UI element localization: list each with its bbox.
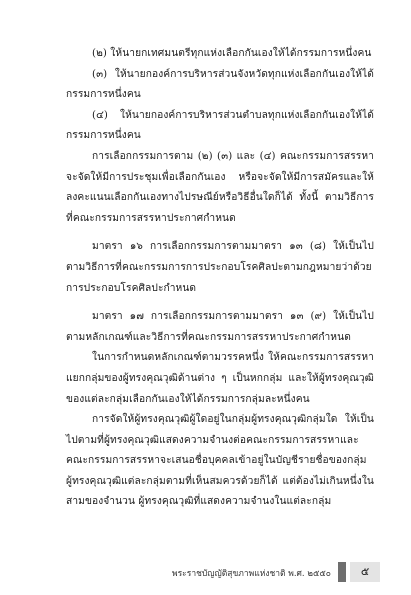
page-number: ๕ <box>350 562 380 582</box>
footer-title: พระราชบัญญัติสุขภาพแห่งชาติ พ.ศ. ๒๕๕๐ <box>172 569 331 579</box>
paragraph-grouping-criteria: ในการกำหนดหลักเกณฑ์ตามวรรคหนึ่ง ให้คณะกรรมการสรรหาแยกกลุ่มของผู้ทรงคุณวุฒิด้านต่าง ๆ เป็นหกกลุ่ม และให้ผู้ทรงคุณวุฒิของแต่ละกลุ่มเลือกกันเองให้ได้กรรมการกลุ่มละหนึ่งคน <box>66 352 374 405</box>
paragraph-3: (๓) ให้นายกองค์การบริหารส่วนจังหวัดทุกแห่งเลือกกันเองให้ได้กรรมการหนึ่งคน <box>66 68 374 101</box>
section-17: มาตรา ๑๗ การเลือกกรรมการตามมาตรา ๑๓ (๙) ให้เป็นไปตามหลักเกณฑ์และวิธีการที่คณะกรรมการสรรหาประกาศกำหนด <box>66 311 374 343</box>
paragraph-2: (๒) ให้นายกเทศมนตรีทุกแห่งเลือกกันเองให้ได้กรรมการหนึ่งคน <box>92 48 372 59</box>
paragraph-4: (๔) ให้นายกองค์การบริหารส่วนตำบลทุกแห่งเลือกกันเองให้ได้กรรมการหนึ่งคน <box>66 109 374 142</box>
section-16: มาตรา ๑๖ การเลือกกรรมการตามมาตรา ๑๓ (๘) ให้เป็นไปตามวิธีการที่คณะกรรมการการประกอบโรคศิลปะตามกฎหมายว่าด้วยการประกอบโรคศิลปะกำหนด <box>66 241 374 294</box>
paragraph-selection-method: การเลือกกรรมการตาม (๒) (๓) และ (๔) คณะกรรมการสรรหาจะจัดให้มีการประชุมเพื่อเลือกกันเอง หรือจะจัดให้มีการสมัครและให้ลงคะแนนเลือกกันเองทางไปรษณีย์หรือวิธีอื่นใดก็ได้ ทั้งนี้ ตามวิธีการที่คณะกรรมการสรรหาประกาศกำหนด <box>66 150 374 224</box>
footer-divider-bar <box>338 562 346 582</box>
body-text <box>66 44 374 513</box>
page-footer <box>0 560 411 590</box>
paragraph-group-assignment: การจัดให้ผู้ทรงคุณวุฒิผู้ใดอยู่ในกลุ่มผู้ทรงคุณวุฒิกลุ่มใด ให้เป็นไปตามที่ผู้ทรงคุณวุฒิแสดงความจำนงต่อคณะกรรมการสรรหาและคณะกรรมการสรรหาจะเสนอชื่อบุคคลเข้าอยู่ในบัญชีรายชื่อของกลุ่มผู้ทรงคุณวุฒิแต่ละกลุ่มตามที่เห็นสมควรด้วยก็ได้ แต่ต้องไม่เกินหนึ่งในสามของจำนวน ผู้ทรงคุณวุฒิที่แสดงความจำนงในแต่ละกลุ่ม <box>66 414 374 508</box>
